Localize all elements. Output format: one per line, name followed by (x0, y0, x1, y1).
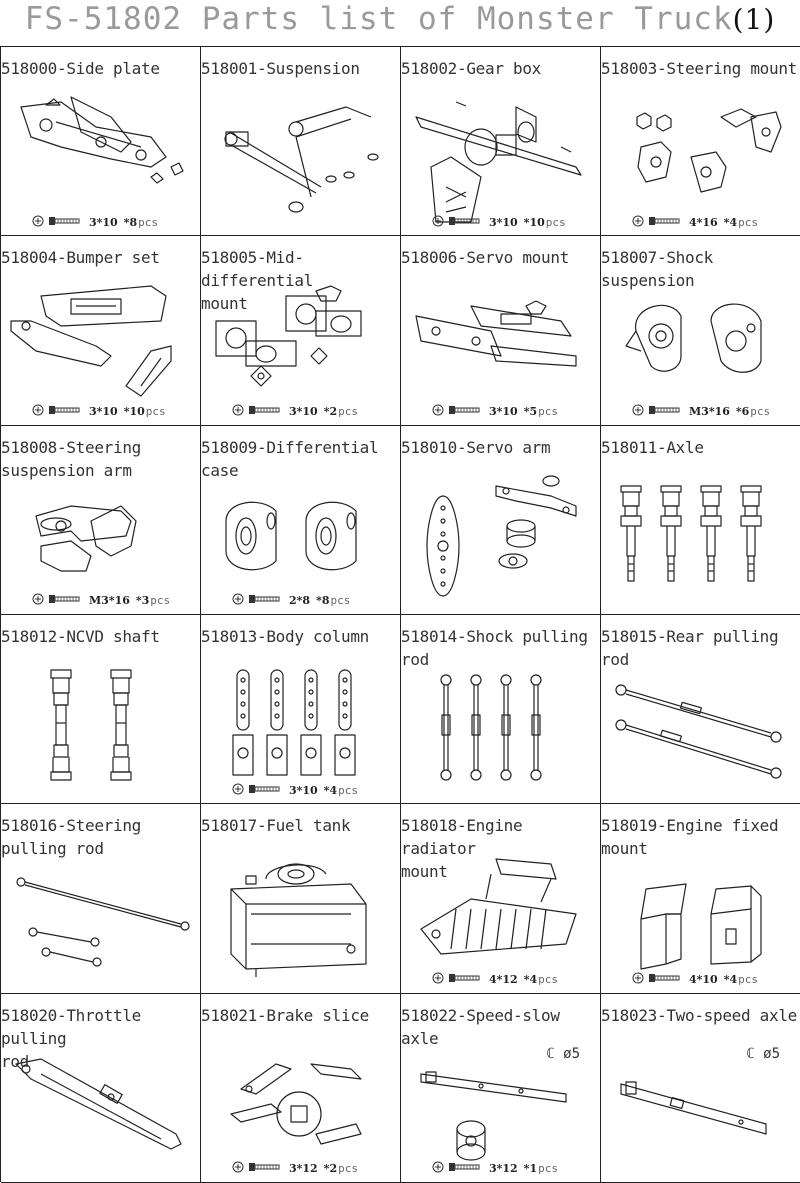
part-cell (601, 47, 800, 236)
screw-icon (31, 214, 83, 231)
screw-qty: *8 (123, 215, 138, 229)
part-label: 518008-Steering suspension arm (1, 437, 141, 480)
screw-size: M3*16 (89, 594, 130, 608)
part-cell (201, 426, 401, 615)
screw-qty: *10 (523, 215, 545, 229)
screw-size: 2*8 (289, 594, 311, 608)
screw-size: 3*10 (489, 405, 518, 419)
part-label: 518020-Throttle pulling rod (1, 1005, 141, 1071)
screw-pcs: pcs (738, 215, 758, 229)
screw-spec (631, 211, 758, 233)
part-label: 518005-Mid-differential mount (201, 248, 313, 314)
part-label: 518012-NCVD shaft (1, 626, 160, 646)
title-number: (1) (732, 3, 776, 36)
screw-spec (231, 1158, 358, 1180)
part-label: 518003-Steering mount (601, 59, 797, 78)
part-cell (1, 994, 201, 1183)
screw-size: 3*10 (289, 405, 318, 419)
part-cell (401, 615, 601, 804)
part-label: 518009-Differential case (201, 437, 379, 480)
screw-size: 3*10 (89, 215, 118, 229)
screw-qty: *6 (735, 405, 750, 419)
screw-qty: *2 (323, 1162, 338, 1176)
part-cell (601, 426, 800, 615)
screw-size: 4*12 (489, 973, 518, 987)
part-label: 518019-Engine fixed mount (601, 816, 779, 859)
page-title (0, 0, 800, 42)
title-text: FS-51802 Parts list of Monster Truck (24, 1, 733, 37)
screw-spec (631, 969, 758, 991)
part-cell (1, 804, 201, 993)
part-cell (401, 47, 601, 236)
screw-spec (31, 401, 166, 423)
clip-size: ø5 (563, 1045, 580, 1062)
screw-pcs: pcs (538, 973, 558, 987)
screw-size: 3*12 (289, 1162, 318, 1176)
screw-icon (631, 403, 683, 420)
part-cell (401, 994, 601, 1183)
screw-icon (631, 971, 683, 988)
part-cell (601, 804, 800, 993)
screw-spec (431, 1158, 558, 1180)
screw-size: M3*16 (689, 405, 730, 419)
part-label: 518014-Shock pulling rod (401, 626, 588, 669)
part-cell (201, 615, 401, 804)
part-cell (1, 236, 201, 425)
screw-qty: *10 (123, 405, 145, 419)
screw-spec (31, 590, 170, 612)
clip-spec (746, 1046, 780, 1062)
part-cell (601, 615, 800, 804)
screw-pcs: pcs (338, 1162, 358, 1176)
part-label: 518013-Body column (201, 626, 369, 646)
part-cell (401, 804, 601, 993)
screw-icon (431, 1160, 483, 1177)
screw-spec (231, 779, 358, 801)
part-cell (601, 236, 800, 425)
screw-pcs: pcs (145, 405, 166, 419)
part-label: 518010-Servo arm (401, 437, 551, 457)
screw-spec (31, 211, 158, 233)
part-label: 518007-Shock suspension (601, 248, 713, 291)
screw-spec (431, 401, 558, 423)
screw-icon (431, 971, 483, 988)
part-label: 518001-Suspension (201, 59, 360, 78)
screw-pcs: pcs (750, 405, 771, 419)
screw-pcs: pcs (545, 215, 566, 229)
screw-size: 3*12 (489, 1162, 518, 1176)
part-cell (201, 804, 401, 993)
part-label: 518016-Steering pulling rod (1, 816, 141, 859)
screw-qty: *2 (323, 405, 338, 419)
screw-size: 3*10 (289, 783, 318, 797)
screw-icon (431, 214, 483, 231)
screw-qty: *4 (723, 973, 738, 987)
part-label: 518006-Servo mount (401, 248, 569, 268)
part-cell (601, 994, 800, 1183)
screw-qty: *4 (323, 783, 338, 797)
screw-qty: *5 (523, 405, 538, 419)
clip-size: ø5 (763, 1045, 780, 1062)
screw-pcs: pcs (330, 594, 351, 608)
screw-qty: *3 (135, 594, 150, 608)
screw-spec (631, 401, 770, 423)
part-label: 518015-Rear pulling rod (601, 626, 779, 669)
screw-qty: *4 (723, 215, 738, 229)
screw-size: 3*10 (489, 215, 518, 229)
part-cell (201, 236, 401, 425)
screw-pcs: pcs (538, 1162, 558, 1176)
screw-spec (431, 211, 566, 233)
part-cell (1, 47, 201, 236)
part-cell (201, 994, 401, 1183)
part-label: 518018-Engine radiator mount (401, 816, 523, 882)
screw-pcs: pcs (338, 783, 358, 797)
part-label: 518000-Side plate (1, 59, 160, 78)
screw-icon (431, 403, 483, 420)
screw-pcs: pcs (538, 405, 558, 419)
screw-icon (231, 403, 283, 420)
screw-qty: *8 (316, 594, 330, 608)
part-cell (401, 236, 601, 425)
screw-spec (231, 590, 350, 612)
part-cell (1, 615, 201, 804)
parts-grid (0, 46, 800, 1182)
screw-qty: *1 (523, 1162, 538, 1176)
screw-spec (431, 969, 558, 991)
part-cell (1, 426, 201, 615)
part-label: 518011-Axle (601, 437, 704, 457)
part-label: 518021-Brake slice (201, 1005, 369, 1025)
screw-size: 4*10 (689, 973, 718, 987)
screw-pcs: pcs (138, 215, 158, 229)
screw-icon (31, 592, 83, 609)
screw-size: 3*10 (89, 405, 118, 419)
screw-pcs: pcs (338, 405, 358, 419)
part-cell (401, 426, 601, 615)
part-cell (201, 47, 401, 236)
screw-icon (631, 214, 683, 231)
screw-pcs: pcs (150, 594, 171, 608)
screw-icon (231, 592, 283, 609)
screw-icon (231, 782, 283, 799)
e-clip-icon: ℂ (746, 1045, 755, 1062)
screw-icon (31, 403, 83, 420)
part-label: 518023-Two-speed axle (601, 1005, 797, 1025)
screw-size: 4*16 (689, 215, 718, 229)
screw-spec (231, 401, 358, 423)
e-clip-icon: ℂ (546, 1045, 555, 1062)
screw-icon (231, 1160, 283, 1177)
screw-pcs: pcs (738, 973, 758, 987)
part-label: 518017-Fuel tank (201, 816, 351, 836)
part-label: 518002-Gear box (401, 59, 541, 78)
screw-qty: *4 (523, 973, 538, 987)
part-label: 518004-Bumper set (1, 248, 160, 268)
part-label: 518022-Speed-slow axle (401, 1005, 560, 1048)
